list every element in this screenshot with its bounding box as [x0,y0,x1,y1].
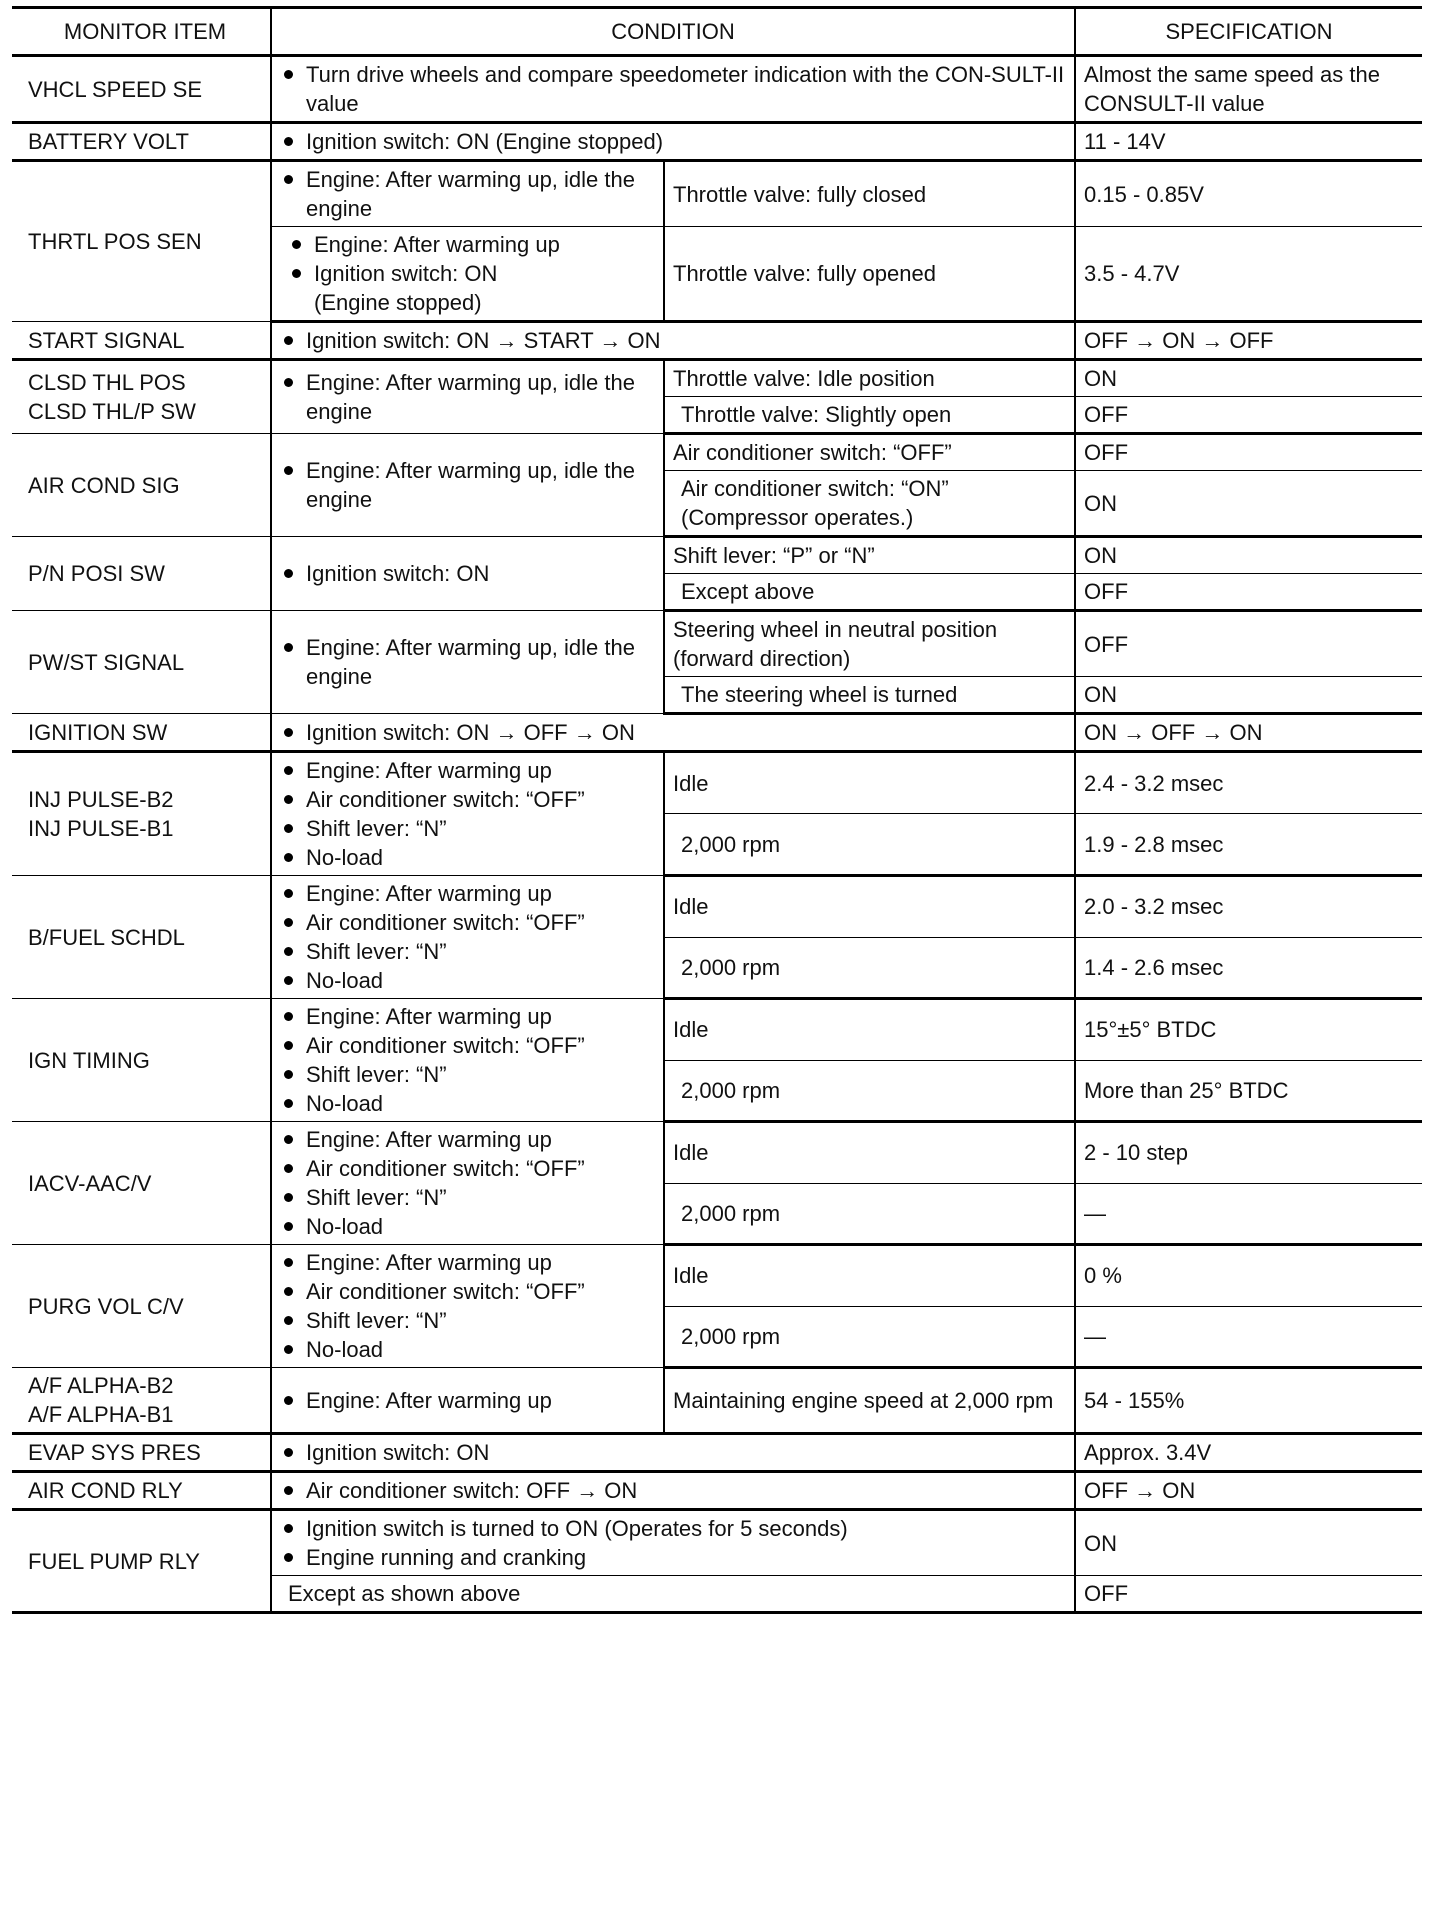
specification-cell: Approx. 3.4V [1075,1434,1422,1472]
condition-cell [271,1434,1075,1472]
condition-bullet: Ignition switch: ON (Engine stopped) [280,127,1066,156]
condition-cell [271,360,664,434]
condition-detail-cell: Maintaining engine speed at 2,000 rpm [664,1368,1075,1434]
specification-cell: ON [1075,537,1422,574]
monitor-item-cell: START SIGNAL [12,322,271,360]
condition-bullet: No-load [280,1089,655,1118]
condition-cell [271,1472,1075,1510]
condition-bullet: Ignition switch: ON → START → ON [280,326,1066,355]
specification-cell: OFF [1075,611,1422,677]
monitor-item-cell: A/F ALPHA-B2 A/F ALPHA-B1 [12,1368,271,1434]
condition-bullet: Air conditioner switch: OFF → ON [280,1476,1066,1505]
condition-cell [271,752,664,876]
condition-cell [271,611,664,714]
condition-detail-cell: Throttle valve: fully opened [664,227,1075,322]
condition-bullet: Ignition switch: ON [280,559,655,588]
condition-cell [271,714,1075,752]
condition-detail-cell: Steering wheel in neutral position (forward direction) [664,611,1075,677]
condition-detail-cell: Idle [664,752,1075,814]
specification-cell: OFF [1075,574,1422,611]
condition-detail-cell: 2,000 rpm [664,1060,1075,1122]
condition-bullet-list [280,60,1066,118]
table-row [12,1122,1422,1184]
table-row [12,1434,1422,1472]
table-row [12,123,1422,161]
condition-bullet-list [280,368,655,426]
specification-cell: More than 25° BTDC [1075,1060,1422,1122]
specification-cell: ON [1075,360,1422,397]
condition-bullet: Ignition switch: ON → OFF → ON [280,718,1066,747]
condition-bullet: Air conditioner switch: “OFF” [280,1031,655,1060]
condition-detail-cell: 2,000 rpm [664,1306,1075,1368]
specification-cell: — [1075,1306,1422,1368]
condition-bullet-list [280,633,655,691]
condition-bullet: Engine: After warming up [280,1002,655,1031]
condition-detail-cell: Except above [664,574,1075,611]
specification-cell: 0 % [1075,1245,1422,1307]
condition-bullet: Engine: After warming up [280,1386,655,1415]
specification-cell: Almost the same speed as the CONSULT-II value [1075,56,1422,123]
condition-bullet: Engine: After warming up [280,879,655,908]
condition-bullet: Ignition switch is turned to ON (Operates for 5 seconds) [280,1514,1066,1543]
condition-bullet: Engine: After warming up, idle the engine [280,456,655,514]
specification-cell: 11 - 14V [1075,123,1422,161]
table-row [12,322,1422,360]
specification-cell: 1.4 - 2.6 msec [1075,937,1422,999]
table-row [12,876,1422,938]
condition-bullet: Shift lever: “N” [280,937,655,966]
monitor-item-cell: INJ PULSE-B2 INJ PULSE-B1 [12,752,271,876]
condition-detail-cell: Idle [664,1245,1075,1307]
specification-cell: OFF [1075,434,1422,471]
header-monitor-item: MONITOR ITEM [12,8,271,56]
condition-cell [271,1245,664,1368]
table-row [12,1510,1422,1576]
condition-bullet-list [280,456,655,514]
condition-detail-cell: Idle [664,876,1075,938]
monitor-item-cell: AIR COND SIG [12,434,271,537]
condition-cell [271,227,664,322]
header-row [12,8,1422,56]
condition-bullet-list [280,756,655,872]
condition-bullet: Shift lever: “N” [280,1060,655,1089]
specification-cell: 1.9 - 2.8 msec [1075,814,1422,876]
specification-cell: ON [1075,677,1422,714]
condition-detail-cell: 2,000 rpm [664,1183,1075,1245]
specification-cell: OFF [1075,397,1422,434]
specification-cell: OFF → ON [1075,1472,1422,1510]
condition-detail-cell: Idle [664,1122,1075,1184]
condition-cell [271,56,1075,123]
monitor-item-cell: B/FUEL SCHDL [12,876,271,999]
condition-detail-cell: Idle [664,999,1075,1061]
condition-bullet-list [280,879,655,995]
condition-bullet: Engine: After warming up [280,1248,655,1277]
condition-detail-cell: The steering wheel is turned [664,677,1075,714]
condition-detail-cell: 2,000 rpm [664,937,1075,999]
specification-cell: 0.15 - 0.85V [1075,161,1422,227]
monitor-item-cell: EVAP SYS PRES [12,1434,271,1472]
condition-cell [271,999,664,1122]
specification-cell: ON → OFF → ON [1075,714,1422,752]
specification-cell: OFF → ON → OFF [1075,322,1422,360]
condition-bullet-list [280,1002,655,1118]
condition-cell [271,434,664,537]
condition-cell [271,161,664,227]
monitor-item-cell: PW/ST SIGNAL [12,611,271,714]
monitor-item-cell: P/N POSI SW [12,537,271,611]
condition-bullet-list [288,230,655,317]
condition-cell [271,322,1075,360]
condition-bullet-list [280,1514,1066,1572]
monitor-item-cell: CLSD THL POS CLSD THL/P SW [12,360,271,434]
condition-bullet: Air conditioner switch: “OFF” [280,908,655,937]
monitor-item-cell: VHCL SPEED SE [12,56,271,123]
table-row [12,611,1422,677]
condition-cell [271,123,1075,161]
table-row [12,537,1422,574]
table-row [12,714,1422,752]
monitor-spec-table [12,6,1422,1614]
specification-cell: OFF [1075,1576,1422,1613]
condition-bullet: Air conditioner switch: “OFF” [280,785,655,814]
condition-bullet: Air conditioner switch: “OFF” [280,1154,655,1183]
monitor-item-cell: PURG VOL C/V [12,1245,271,1368]
condition-bullet: Shift lever: “N” [280,1306,655,1335]
condition-cell [271,1368,664,1434]
specification-cell: 2.0 - 3.2 msec [1075,876,1422,938]
condition-bullet-list [280,718,1066,747]
table-row [12,1245,1422,1307]
condition-bullet: Ignition switch: ON (Engine stopped) [288,259,655,317]
condition-cell [271,1122,664,1245]
table-row [12,752,1422,814]
monitor-item-cell: IGNITION SW [12,714,271,752]
table-row [12,1472,1422,1510]
condition-bullet: Engine: After warming up [280,756,655,785]
condition-cell [271,537,664,611]
condition-bullet-list [280,1438,1066,1467]
condition-bullet-list [280,1476,1066,1505]
monitor-item-cell: FUEL PUMP RLY [12,1510,271,1613]
condition-bullet: Engine: After warming up [280,1125,655,1154]
header-condition: CONDITION [271,8,1075,56]
condition-cell: Except as shown above [271,1576,1075,1613]
specification-cell: 2.4 - 3.2 msec [1075,752,1422,814]
table-row [12,434,1422,471]
condition-bullet: Engine: After warming up [288,230,655,259]
condition-bullet: Engine running and cranking [280,1543,1066,1572]
condition-bullet-list [280,165,655,223]
condition-bullet-list [280,326,1066,355]
specification-cell: 15°±5° BTDC [1075,999,1422,1061]
condition-bullet-list [280,1125,655,1241]
condition-detail-cell: Throttle valve: Idle position [664,360,1075,397]
specification-cell: 2 - 10 step [1075,1122,1422,1184]
condition-detail-cell: Air conditioner switch: “ON” (Compressor operates.) [664,471,1075,537]
specification-cell: ON [1075,1510,1422,1576]
condition-bullet: No-load [280,843,655,872]
monitor-item-cell: THRTL POS SEN [12,161,271,322]
condition-bullet-list [280,559,655,588]
condition-bullet: Engine: After warming up, idle the engine [280,633,655,691]
condition-detail-cell: Throttle valve: Slightly open [664,397,1075,434]
condition-bullet: No-load [280,966,655,995]
condition-bullet: Turn drive wheels and compare speedometer indication with the CON-SULT-II value [280,60,1066,118]
condition-bullet: No-load [280,1212,655,1241]
condition-bullet: No-load [280,1335,655,1364]
condition-bullet: Engine: After warming up, idle the engine [280,368,655,426]
condition-detail-cell: Throttle valve: fully closed [664,161,1075,227]
condition-cell [271,1510,1075,1576]
table-row [12,360,1422,397]
condition-bullet: Shift lever: “N” [280,814,655,843]
condition-bullet: Shift lever: “N” [280,1183,655,1212]
condition-bullet: Air conditioner switch: “OFF” [280,1277,655,1306]
monitor-item-cell: IGN TIMING [12,999,271,1122]
specification-cell: 3.5 - 4.7V [1075,227,1422,322]
table-row [12,1368,1422,1434]
condition-bullet-list [280,1248,655,1364]
monitor-item-cell: IACV-AAC/V [12,1122,271,1245]
table-body [12,56,1422,1613]
condition-bullet: Engine: After warming up, idle the engine [280,165,655,223]
monitor-item-cell: BATTERY VOLT [12,123,271,161]
condition-bullet-list [280,127,1066,156]
table-row [12,999,1422,1061]
monitor-item-cell: AIR COND RLY [12,1472,271,1510]
specification-cell: 54 - 155% [1075,1368,1422,1434]
condition-bullet-list [280,1386,655,1415]
table-row [12,56,1422,123]
condition-cell [271,876,664,999]
condition-detail-cell: Air conditioner switch: “OFF” [664,434,1075,471]
condition-bullet: Ignition switch: ON [280,1438,1066,1467]
header-specification: SPECIFICATION [1075,8,1422,56]
table-row [12,161,1422,227]
condition-detail-cell: Shift lever: “P” or “N” [664,537,1075,574]
specification-cell: — [1075,1183,1422,1245]
specification-cell: ON [1075,471,1422,537]
condition-detail-cell: 2,000 rpm [664,814,1075,876]
